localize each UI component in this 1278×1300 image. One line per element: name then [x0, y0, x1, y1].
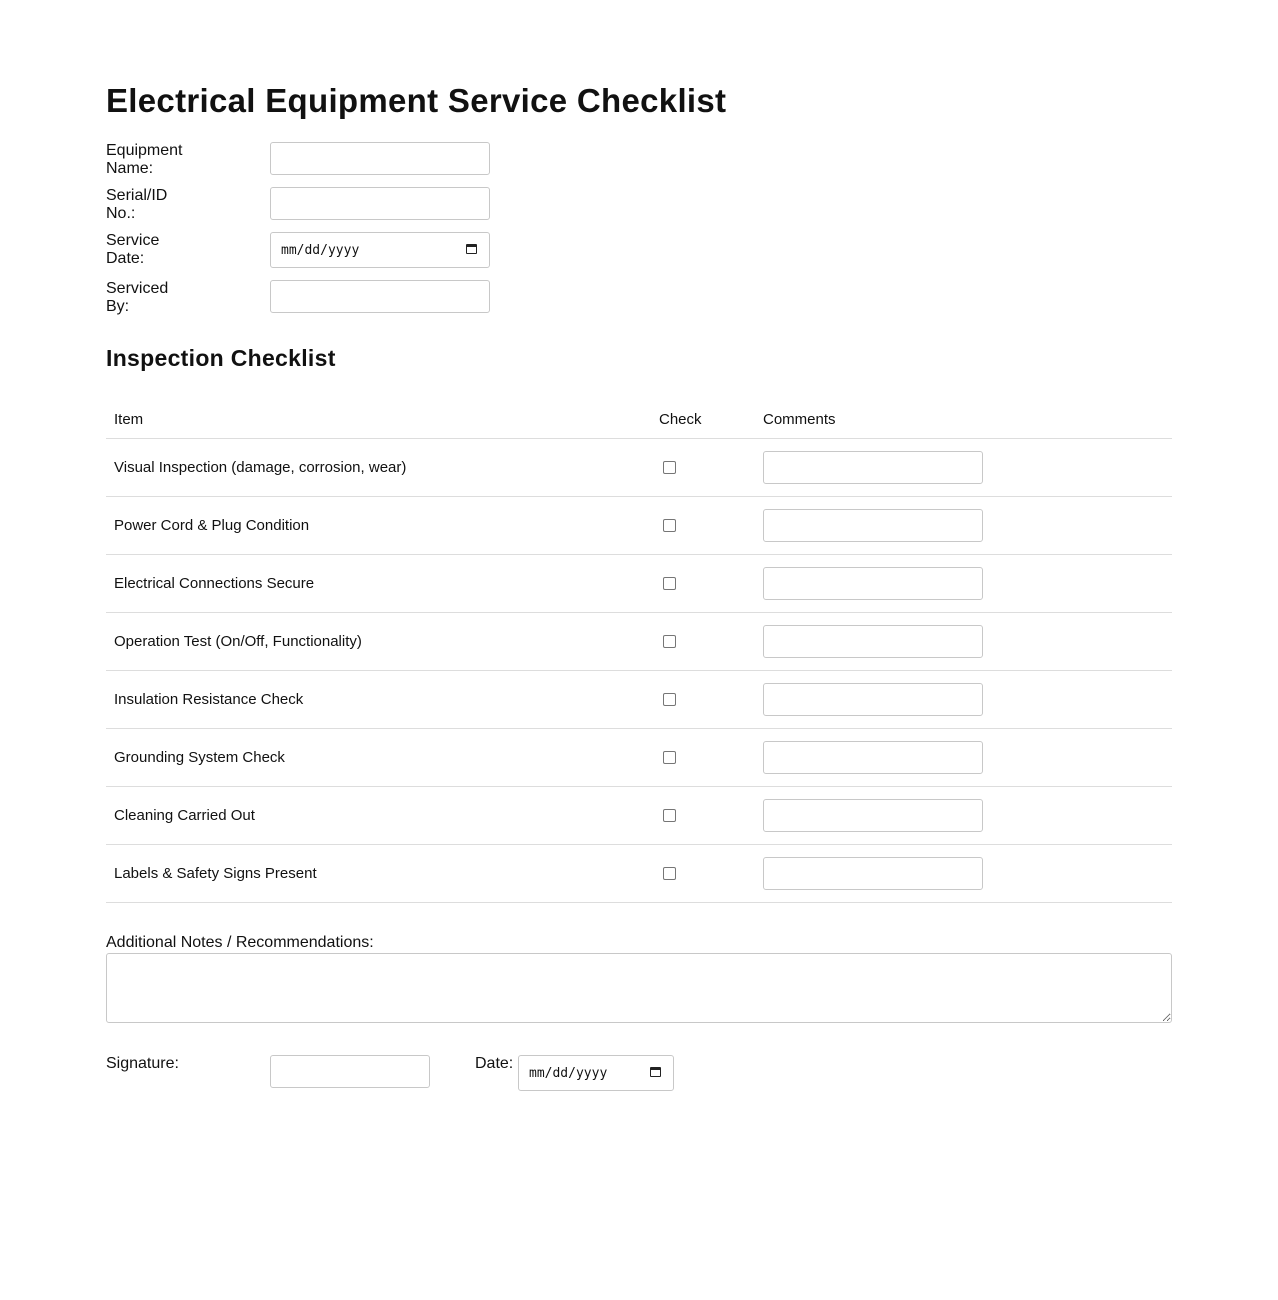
item-checkbox[interactable]	[663, 519, 676, 532]
signature-label: Signature:	[106, 1055, 179, 1072]
comment-input[interactable]	[763, 451, 983, 484]
serviced-by-label: Serviced By:	[106, 280, 169, 315]
item-label: Visual Inspection (damage, corrosion, wear)	[106, 439, 651, 497]
check-cell	[651, 845, 755, 903]
item-label: Operation Test (On/Off, Functionality)	[106, 613, 651, 671]
item-checkbox[interactable]	[663, 461, 676, 474]
comment-input[interactable]	[763, 509, 983, 542]
comment-cell	[755, 555, 1172, 613]
serviced-by-input[interactable]	[270, 280, 490, 313]
table-row	[106, 555, 1172, 613]
table-header	[106, 400, 1172, 439]
signature-date-placeholder: mm/dd/yyyy	[529, 1065, 608, 1081]
notes-label: Additional Notes / Recommendations:	[106, 934, 374, 951]
item-label: Cleaning Carried Out	[106, 787, 651, 845]
item-checkbox[interactable]	[663, 867, 676, 880]
signature-input[interactable]	[270, 1055, 430, 1088]
comment-input[interactable]	[763, 625, 983, 658]
table-row	[106, 613, 1172, 671]
table-row	[106, 497, 1172, 555]
table-row	[106, 787, 1172, 845]
signature-date-label: Date:	[475, 1055, 514, 1072]
service-date-input[interactable]	[270, 232, 490, 268]
signature-date-input[interactable]	[518, 1055, 674, 1091]
comment-input[interactable]	[763, 683, 983, 716]
column-item: Item	[106, 400, 651, 439]
equipment-name-input[interactable]	[270, 142, 490, 175]
comment-cell	[755, 671, 1172, 729]
service-date-label: Service Date:	[106, 232, 160, 267]
check-cell	[651, 729, 755, 787]
calendar-icon[interactable]	[650, 1067, 661, 1077]
comment-input[interactable]	[763, 741, 983, 774]
page-title: Electrical Equipment Service Checklist	[106, 82, 727, 119]
item-checkbox[interactable]	[663, 577, 676, 590]
item-checkbox[interactable]	[663, 809, 676, 822]
comment-cell	[755, 613, 1172, 671]
comment-input[interactable]	[763, 799, 983, 832]
equipment-name-label: Equipment Name:	[106, 142, 183, 177]
item-label: Insulation Resistance Check	[106, 671, 651, 729]
check-cell	[651, 787, 755, 845]
item-checkbox[interactable]	[663, 693, 676, 706]
comment-cell	[755, 787, 1172, 845]
comment-cell	[755, 729, 1172, 787]
comment-cell	[755, 845, 1172, 903]
section-heading: Inspection Checklist	[106, 345, 336, 371]
check-cell	[651, 613, 755, 671]
service-date-placeholder: mm/dd/yyyy	[281, 242, 360, 258]
calendar-icon[interactable]	[466, 244, 477, 254]
column-check: Check	[651, 400, 755, 439]
column-comments: Comments	[755, 400, 1172, 439]
comment-input[interactable]	[763, 567, 983, 600]
table-row	[106, 845, 1172, 903]
item-label: Labels & Safety Signs Present	[106, 845, 651, 903]
checklist-table	[106, 400, 1172, 903]
table-row	[106, 439, 1172, 497]
check-cell	[651, 671, 755, 729]
check-cell	[651, 439, 755, 497]
check-cell	[651, 497, 755, 555]
comment-input[interactable]	[763, 857, 983, 890]
serial-input[interactable]	[270, 187, 490, 220]
item-checkbox[interactable]	[663, 635, 676, 648]
check-cell	[651, 555, 755, 613]
comment-cell	[755, 439, 1172, 497]
notes-textarea[interactable]	[106, 953, 1172, 1023]
serial-label: Serial/ID No.:	[106, 187, 168, 222]
item-label: Grounding System Check	[106, 729, 651, 787]
comment-cell	[755, 497, 1172, 555]
item-checkbox[interactable]	[663, 751, 676, 764]
table-row	[106, 671, 1172, 729]
item-label: Power Cord & Plug Condition	[106, 497, 651, 555]
table-row	[106, 729, 1172, 787]
item-label: Electrical Connections Secure	[106, 555, 651, 613]
